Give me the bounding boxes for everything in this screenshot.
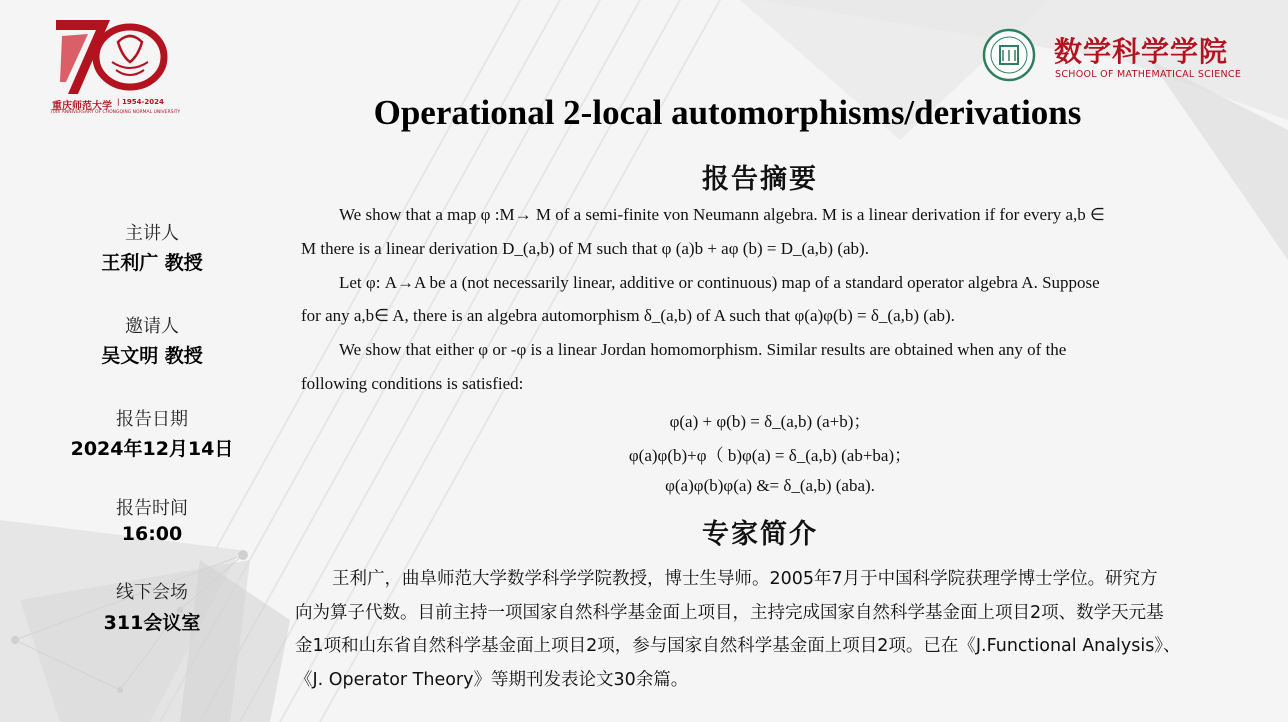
page-title: Operational 2-local automorphisms/derivations	[373, 93, 1082, 132]
abstract-heading: 报告摘要	[702, 164, 818, 195]
university-years: | 1954-2024	[117, 98, 164, 106]
abstract-line: following conditions is satisfied:	[301, 374, 524, 393]
bio-heading: 专家简介	[702, 519, 818, 550]
school-name-en: SCHOOL OF MATHEMATICAL SCIENCE	[1055, 69, 1242, 80]
bio-line: 金1项和山东省自然科学基金面上项目2项，参与国家自然科学基金面上项目2项。已在《J.Functional Analysis》、	[295, 636, 1181, 656]
venue: 311会议室	[103, 612, 201, 634]
venue-label: 线下会场	[116, 582, 188, 603]
formula: φ(a)φ(b)φ(a) &= δ_(a,b) (aba).	[665, 476, 875, 495]
speaker-name: 王利广 教授	[101, 252, 203, 274]
time-label: 报告时间	[116, 498, 188, 519]
bio-line: 《J. Operator Theory》等期刊发表论文30余篇。	[295, 670, 689, 690]
bio-line: 王利广，曲阜师范大学数学科学学院教授，博士生导师。2005年7月于中国科学院获理学博士学位。研究方	[332, 569, 1158, 589]
abstract-line: M there is a linear derivation D_(a,b) of M such that φ (a)b + aφ (b) = D_(a,b) (ab).	[301, 239, 869, 258]
speaker-label: 主讲人	[125, 223, 179, 244]
inviter-name: 吴文明 教授	[101, 345, 203, 367]
report-date: 2024年12月14日	[70, 438, 234, 460]
inviter-label: 邀请人	[125, 316, 179, 337]
formula: φ(a) + φ(b) = δ_(a,b) (a+b)；	[669, 412, 871, 431]
abstract-line: We show that a map φ :M→ M of a semi-finite von Neumann algebra. M is a linear derivation if for every a,b ∈	[339, 205, 1105, 224]
university-name-en: 70th ANNIVERSARY OF CHONGQING NORMAL UNIVERSITY	[50, 110, 181, 115]
university-name-cn: 重庆师范大学	[52, 101, 112, 112]
abstract-line: Let φ: A→A be a (not necessarily linear, additive or continuous) map of a standard operator algebra A. Suppose	[339, 273, 1100, 292]
abstract-line: We show that either φ or -φ is a linear Jordan homomorphism. Similar results are obtained when any of the	[339, 340, 1067, 359]
date-label: 报告日期	[116, 409, 188, 430]
school-name-cn: 数学科学学院	[1054, 35, 1229, 68]
formula: φ(a)φ(b)+φ（ b)φ(a) = δ_(a,b) (ab+ba)；	[628, 446, 912, 465]
report-time: 16:00	[121, 523, 183, 545]
bio-line: 向为算子代数。目前主持一项国家自然科学基金面上项目，主持完成国家自然科学基金面上项目2项、数学天元基	[295, 603, 1164, 623]
abstract-line: for any a,b∈ A, there is an algebra automorphism δ_(a,b) of A such that φ(a)φ(b) = δ_(a,b) (ab).	[301, 306, 955, 325]
